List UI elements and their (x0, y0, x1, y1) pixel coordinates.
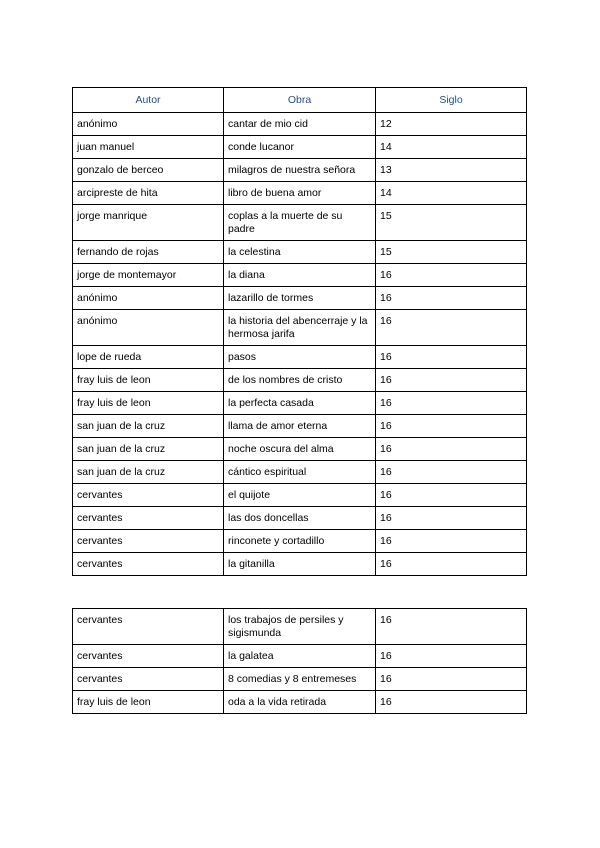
cell-obra: cántico espiritual (224, 461, 376, 484)
table-body (73, 113, 527, 576)
cell-autor: anónimo (73, 287, 224, 310)
table-row (73, 136, 527, 159)
cell-siglo: 16 (376, 310, 527, 346)
cell-obra: el quijote (224, 484, 376, 507)
cell-siglo: 16 (376, 484, 527, 507)
cell-siglo: 16 (376, 264, 527, 287)
table-row (73, 507, 527, 530)
cell-obra: de los nombres de cristo (224, 369, 376, 392)
cell-siglo: 14 (376, 136, 527, 159)
header-autor: Autor (73, 88, 224, 113)
cell-autor: cervantes (73, 645, 224, 668)
literature-table-main (72, 87, 527, 576)
cell-siglo: 16 (376, 287, 527, 310)
table-row (73, 668, 527, 691)
table-row (73, 287, 527, 310)
cell-siglo: 13 (376, 159, 527, 182)
cell-obra: llama de amor eterna (224, 415, 376, 438)
cell-obra: lazarillo de tormes (224, 287, 376, 310)
table-row (73, 159, 527, 182)
cell-obra: noche oscura del alma (224, 438, 376, 461)
table-row (73, 310, 527, 346)
cell-autor: cervantes (73, 484, 224, 507)
table-row (73, 609, 527, 645)
cell-siglo: 16 (376, 346, 527, 369)
cell-obra: milagros de nuestra señora (224, 159, 376, 182)
table-header (73, 88, 527, 113)
cell-autor: san juan de la cruz (73, 461, 224, 484)
cell-obra: la celestina (224, 241, 376, 264)
cell-autor: san juan de la cruz (73, 415, 224, 438)
cell-autor: san juan de la cruz (73, 438, 224, 461)
cell-autor: cervantes (73, 668, 224, 691)
cell-siglo: 16 (376, 438, 527, 461)
cell-siglo: 16 (376, 553, 527, 576)
table-row (73, 484, 527, 507)
cell-obra: conde lucanor (224, 136, 376, 159)
cell-obra: la diana (224, 264, 376, 287)
cell-siglo: 15 (376, 205, 527, 241)
table-row (73, 241, 527, 264)
cell-autor: fray luis de leon (73, 392, 224, 415)
cell-autor: gonzalo de berceo (73, 159, 224, 182)
table-row (73, 691, 527, 714)
cell-autor: jorge manrique (73, 205, 224, 241)
cell-obra: cantar de mio cid (224, 113, 376, 136)
cell-autor: jorge de montemayor (73, 264, 224, 287)
table-row (73, 415, 527, 438)
cell-obra: libro de buena amor (224, 182, 376, 205)
cell-autor: cervantes (73, 553, 224, 576)
cell-obra: la gitanilla (224, 553, 376, 576)
table-row (73, 264, 527, 287)
cell-autor: fernando de rojas (73, 241, 224, 264)
cell-autor: anónimo (73, 310, 224, 346)
table-row (73, 530, 527, 553)
cell-autor: fray luis de leon (73, 369, 224, 392)
cell-obra: los trabajos de persiles y sigismunda (224, 609, 376, 645)
cell-autor: cervantes (73, 507, 224, 530)
cell-siglo: 16 (376, 609, 527, 645)
cell-autor: cervantes (73, 609, 224, 645)
cell-obra: pasos (224, 346, 376, 369)
literature-table-continued (72, 608, 527, 714)
table-body (73, 609, 527, 714)
cell-obra: la historia del abencerraje y la hermosa jarifa (224, 310, 376, 346)
cell-autor: lope de rueda (73, 346, 224, 369)
cell-siglo: 12 (376, 113, 527, 136)
table-row (73, 205, 527, 241)
cell-siglo: 14 (376, 182, 527, 205)
cell-siglo: 16 (376, 415, 527, 438)
header-obra: Obra (224, 88, 376, 113)
cell-obra: las dos doncellas (224, 507, 376, 530)
table-row (73, 113, 527, 136)
cell-siglo: 16 (376, 645, 527, 668)
cell-obra: 8 comedias y 8 entremeses (224, 668, 376, 691)
table-row (73, 392, 527, 415)
cell-siglo: 16 (376, 530, 527, 553)
cell-obra: oda a la vida retirada (224, 691, 376, 714)
cell-autor: juan manuel (73, 136, 224, 159)
cell-autor: anónimo (73, 113, 224, 136)
table-row (73, 461, 527, 484)
table-row (73, 182, 527, 205)
cell-autor: cervantes (73, 530, 224, 553)
cell-obra: la perfecta casada (224, 392, 376, 415)
cell-siglo: 16 (376, 392, 527, 415)
cell-siglo: 15 (376, 241, 527, 264)
table-row (73, 438, 527, 461)
cell-siglo: 16 (376, 507, 527, 530)
cell-obra: coplas a la muerte de su padre (224, 205, 376, 241)
cell-siglo: 16 (376, 668, 527, 691)
header-row (73, 88, 527, 113)
table-row (73, 645, 527, 668)
header-siglo: Siglo (376, 88, 527, 113)
cell-siglo: 16 (376, 369, 527, 392)
table-row (73, 346, 527, 369)
table-row (73, 553, 527, 576)
cell-autor: fray luis de leon (73, 691, 224, 714)
cell-siglo: 16 (376, 691, 527, 714)
cell-obra: rinconete y cortadillo (224, 530, 376, 553)
cell-siglo: 16 (376, 461, 527, 484)
table-row (73, 369, 527, 392)
cell-obra: la galatea (224, 645, 376, 668)
cell-autor: arcipreste de hita (73, 182, 224, 205)
